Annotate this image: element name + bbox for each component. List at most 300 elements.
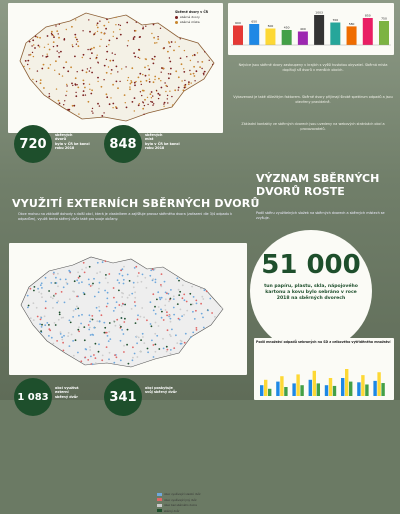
municipality-dot	[41, 324, 43, 326]
yard-dot	[101, 86, 103, 88]
yard-dot	[75, 95, 77, 97]
yard-dot	[140, 91, 141, 92]
yard-dot	[48, 44, 49, 45]
legend-label: obec využívající jiný dvůr	[164, 498, 197, 502]
municipality-dot	[78, 326, 80, 328]
yard-dot	[73, 105, 75, 107]
yard-dot	[126, 107, 128, 109]
municipality-dot	[113, 320, 115, 322]
yard-dot	[88, 19, 89, 20]
yard-dot	[109, 103, 111, 105]
yard-dot	[138, 57, 139, 58]
yard-dot	[119, 81, 120, 82]
yard-dot	[30, 54, 32, 56]
municipality-dot	[153, 310, 155, 312]
municipality-dot	[78, 282, 80, 284]
municipality-dot	[166, 346, 168, 348]
municipality-dot	[74, 280, 76, 282]
yard-dot	[47, 35, 49, 37]
municipality-dot	[37, 288, 39, 290]
yard-dot	[168, 42, 170, 44]
grouped-bar	[373, 381, 376, 396]
municipality-dot	[81, 269, 83, 271]
yard-dot	[44, 47, 45, 48]
yard-dot	[190, 60, 191, 61]
yard-dot	[33, 56, 34, 57]
intro-paragraph-2: Vybavenost je také důležitým faktorem. Sběrné dvory přijímají široké spektrum odpadů a jsou otevřeny pravidelně.	[233, 95, 393, 104]
municipality-dot	[105, 260, 107, 262]
yard-dot	[96, 24, 97, 25]
tons-collected-circle	[250, 230, 372, 352]
yard-dot	[140, 81, 142, 83]
yard-dot	[71, 83, 73, 85]
municipality-dot	[69, 320, 71, 322]
yard-dot	[111, 69, 113, 71]
municipality-dot	[138, 337, 140, 339]
municipality-dot	[107, 303, 109, 305]
stat-1083-label: obcí využívá externí sběrný dvůr	[55, 386, 79, 399]
yard-dot	[82, 94, 84, 96]
yard-dot	[89, 70, 90, 71]
yard-dot	[188, 83, 190, 85]
yard-dot	[76, 84, 77, 85]
yard-dot	[130, 80, 131, 81]
municipality-dot	[132, 359, 134, 361]
yard-dot	[58, 37, 60, 39]
municipality-dot	[170, 318, 172, 320]
municipality-dot	[81, 281, 83, 283]
municipality-dot	[147, 351, 149, 353]
yard-dot	[165, 91, 166, 92]
yard-dot	[66, 29, 67, 30]
municipality-dot	[153, 344, 155, 346]
yard-dot	[170, 68, 172, 70]
municipality-dot	[93, 327, 95, 329]
yard-dot	[163, 106, 164, 107]
yard-dot	[152, 105, 153, 106]
municipality-dot	[119, 324, 121, 326]
yard-dot	[180, 38, 181, 39]
yard-dot	[150, 101, 151, 102]
municipality-dot	[168, 301, 170, 303]
municipality-dot	[184, 299, 186, 301]
municipality-dot	[78, 315, 80, 317]
yard-dot	[113, 31, 114, 32]
stat-720-circle: 720	[14, 125, 52, 163]
yard-dot	[97, 55, 98, 56]
municipality-dot	[165, 298, 167, 300]
yard-dot	[50, 64, 51, 65]
municipality-dot	[106, 306, 108, 308]
yard-dot	[112, 103, 114, 105]
municipality-dot	[134, 291, 136, 293]
municipality-dot	[48, 290, 50, 292]
municipality-dot	[33, 290, 35, 292]
yard-dot	[169, 91, 170, 92]
yard-dot	[88, 101, 90, 103]
yard-dot	[175, 70, 177, 72]
yard-dot	[190, 73, 192, 75]
municipality-dot	[170, 335, 172, 337]
section-heading-external: VYUŽITÍ EXTERNÍCH SBĚRNÝCH DVORŮ	[12, 197, 260, 210]
yard-dot	[109, 40, 111, 42]
yard-dot	[85, 94, 86, 95]
yard-dot	[56, 45, 58, 47]
legend-label: sběrné dvory	[180, 15, 200, 19]
yard-dot	[53, 36, 55, 38]
yard-dot	[97, 22, 99, 24]
municipality-dot	[56, 282, 58, 284]
municipality-dot	[183, 314, 185, 316]
yard-dot	[134, 82, 136, 84]
municipality-dot	[76, 306, 78, 308]
yard-dot	[192, 55, 193, 56]
yard-dot	[209, 60, 210, 61]
municipality-dot	[98, 288, 100, 290]
yard-dot	[72, 44, 73, 45]
municipality-dot	[56, 340, 58, 342]
yard-dot	[168, 77, 170, 79]
municipality-dot	[98, 291, 100, 293]
yard-dot	[203, 74, 204, 75]
municipality-dot	[191, 286, 193, 288]
municipality-dot	[81, 314, 83, 316]
yard-dot	[58, 56, 60, 58]
yard-dot	[160, 28, 161, 29]
grouped-bar	[292, 383, 295, 396]
grouped-bar	[345, 369, 348, 396]
municipality-dot	[89, 327, 91, 329]
municipality-dot	[146, 287, 148, 289]
grouped-bar	[377, 372, 380, 396]
legend-item-points	[175, 20, 208, 25]
yard-dot	[103, 33, 105, 35]
yard-dot	[120, 34, 122, 36]
yard-dot	[115, 24, 116, 25]
municipality-dot	[77, 352, 79, 354]
municipality-dot	[45, 301, 47, 303]
yard-dot	[101, 32, 103, 34]
yard-dot	[178, 46, 179, 47]
grouped-bar	[260, 385, 263, 396]
yard-dot	[71, 26, 73, 28]
yard-dot	[157, 36, 158, 37]
municipality-dot	[79, 275, 81, 277]
municipality-dot	[135, 266, 137, 268]
yard-dot	[32, 79, 33, 80]
municipality-dot	[52, 343, 54, 345]
yard-dot	[97, 81, 98, 82]
municipality-dot	[206, 290, 208, 292]
municipality-dot	[40, 330, 42, 332]
yard-dot	[143, 27, 144, 28]
municipality-dot	[156, 299, 158, 301]
municipality-dot	[95, 343, 97, 345]
yard-dot	[53, 35, 54, 36]
municipality-dot	[113, 310, 115, 312]
yard-dot	[53, 46, 54, 47]
municipality-dot	[118, 290, 120, 292]
yard-dot	[147, 97, 148, 98]
municipality-dot	[41, 326, 43, 328]
legend-swatch	[157, 498, 162, 501]
yard-dot	[92, 112, 93, 113]
municipality-dot	[39, 323, 41, 325]
yard-dot	[29, 68, 30, 69]
yard-dot	[66, 84, 67, 85]
yard-dot	[58, 100, 60, 102]
yard-dot	[103, 112, 104, 113]
yard-dot	[105, 28, 107, 30]
yard-dot	[99, 21, 100, 22]
municipality-dot	[134, 305, 136, 307]
yard-dot	[64, 100, 65, 101]
yard-dot	[142, 90, 144, 92]
yard-dot	[87, 49, 88, 50]
yard-dot	[55, 60, 57, 62]
yard-dot	[132, 101, 134, 103]
yard-dot	[113, 36, 114, 37]
yard-dot	[29, 41, 31, 43]
yard-dot	[139, 58, 140, 59]
municipality-dot	[155, 344, 157, 346]
legend-label: sběrný dvůr	[164, 509, 180, 513]
yard-dot	[51, 31, 53, 33]
municipality-dot	[126, 344, 128, 346]
yard-dot	[158, 98, 159, 99]
yard-dot	[108, 66, 109, 67]
municipality-dot	[183, 294, 185, 296]
yard-dot	[181, 80, 182, 81]
municipality-dot	[57, 285, 59, 287]
bar-value-label: 1003	[315, 10, 323, 15]
municipality-dot	[88, 324, 90, 326]
stat-341-label: obcí poskytuje svůj sběrný dvůr	[145, 386, 177, 395]
municipality-dot	[141, 307, 143, 309]
municipality-dot	[173, 298, 175, 300]
yard-dot	[65, 95, 66, 96]
municipality-dot	[209, 298, 211, 300]
municipality-dot	[83, 326, 85, 328]
municipality-dot	[169, 334, 171, 336]
municipality-dot	[69, 345, 71, 347]
legend-item	[157, 509, 249, 514]
yard-dot	[184, 85, 185, 86]
municipality-dot	[116, 301, 118, 303]
yard-dot	[66, 85, 67, 86]
yard-dot	[106, 96, 108, 98]
grouped-bar	[365, 384, 368, 396]
bar-value-label: 580	[348, 21, 355, 26]
municipality-dot	[63, 350, 65, 352]
municipality-dot	[170, 298, 172, 300]
municipality-dot	[89, 321, 91, 323]
yard-dot	[28, 54, 29, 55]
yard-dot	[91, 111, 92, 112]
municipality-dot	[118, 304, 120, 306]
stat-720-label: sběrných dvorů bylo v ČR ke konci roku 2018	[55, 133, 90, 151]
yard-dot	[97, 31, 98, 32]
municipality-dot	[92, 319, 94, 321]
yard-dot	[115, 106, 117, 108]
municipality-dot	[196, 303, 198, 305]
yard-dot	[135, 30, 137, 32]
municipality-dot	[141, 281, 143, 283]
municipality-dot	[163, 319, 165, 321]
municipality-dot	[221, 307, 223, 309]
municipality-dot	[140, 339, 142, 341]
municipality-dot	[88, 284, 90, 286]
municipality-dot	[121, 292, 123, 294]
yard-dot	[76, 44, 77, 45]
municipality-dot	[57, 273, 59, 275]
municipality-dot	[90, 334, 92, 336]
municipality-dot	[150, 301, 152, 303]
municipality-dot	[37, 316, 39, 318]
collection-yards-map	[8, 3, 223, 133]
yard-dot	[151, 58, 153, 60]
municipality-dot	[149, 275, 151, 277]
municipality-dot	[99, 310, 101, 312]
bar	[363, 18, 373, 45]
yard-dot	[171, 96, 172, 97]
municipality-dot	[105, 277, 107, 279]
yard-dot	[151, 101, 153, 103]
grouped-bar	[325, 385, 328, 396]
municipality-dot	[107, 282, 109, 284]
municipality-dot	[156, 335, 158, 337]
municipality-dot	[98, 306, 100, 308]
yard-dot	[178, 89, 179, 90]
municipality-dot	[96, 320, 98, 322]
yard-dot	[131, 81, 133, 83]
yard-dot	[134, 84, 136, 86]
yard-dot	[194, 75, 196, 77]
yard-dot	[103, 25, 105, 27]
municipality-dot	[101, 314, 103, 316]
municipality-dot	[109, 338, 111, 340]
municipality-dot	[33, 302, 35, 304]
municipality-dot	[87, 359, 89, 361]
municipality-dot	[161, 317, 163, 319]
yard-dot	[82, 30, 83, 31]
municipality-dot	[164, 281, 166, 283]
municipality-dot	[85, 267, 87, 269]
municipality-dot	[80, 323, 82, 325]
top-bar-svg	[228, 3, 394, 55]
municipality-dot	[123, 351, 125, 353]
municipality-dot	[178, 294, 180, 296]
stat-341-circle: 341	[104, 378, 142, 416]
yard-dot	[164, 102, 166, 104]
municipality-dot	[70, 322, 72, 324]
municipality-dot	[193, 296, 195, 298]
municipality-dot	[203, 327, 205, 329]
share-bar-chart	[254, 338, 394, 400]
yard-dot	[91, 72, 93, 74]
yard-dot	[135, 81, 136, 82]
tons-number: 51 000	[261, 250, 361, 280]
yard-dot	[153, 63, 155, 65]
municipality-dot	[98, 351, 100, 353]
municipality-dot	[83, 292, 85, 294]
municipality-dot	[72, 340, 74, 342]
yard-dot	[95, 58, 96, 59]
yard-dot	[116, 81, 118, 83]
bar	[347, 26, 357, 45]
municipality-dot	[165, 292, 167, 294]
municipality-dot	[36, 307, 38, 309]
yard-dot	[128, 77, 129, 78]
yard-dot	[75, 37, 77, 39]
municipality-dot	[107, 335, 109, 337]
yard-dot	[154, 56, 156, 58]
municipality-dot	[57, 300, 59, 302]
municipality-dot	[186, 310, 188, 312]
municipality-dot	[120, 270, 122, 272]
grouped-bar	[264, 380, 267, 396]
regions-bar-chart	[228, 3, 394, 55]
bar	[282, 30, 292, 45]
yard-dot	[62, 75, 63, 76]
yard-dot	[54, 70, 55, 71]
yard-dot	[63, 104, 64, 105]
yard-dot	[70, 66, 72, 68]
municipality-dot	[207, 310, 209, 312]
municipality-dot	[123, 345, 125, 347]
yard-dot	[168, 73, 169, 74]
municipality-dot	[99, 282, 101, 284]
yard-dot	[116, 66, 118, 68]
yard-dot	[151, 97, 152, 98]
yard-dot	[103, 79, 104, 80]
yard-dot	[108, 22, 109, 23]
yard-dot	[40, 82, 42, 84]
yard-dot	[35, 36, 37, 38]
yard-dot	[41, 68, 43, 70]
municipality-dot	[40, 317, 42, 319]
yard-dot	[201, 61, 203, 63]
yard-dot	[36, 81, 37, 82]
yard-dot	[108, 44, 109, 45]
intro-paragraph-3: Základní kontakty ve sběrných dvorech jsou uvedeny na webových stránkách obcí a provozovatelů.	[241, 122, 385, 131]
grouped-bar	[349, 382, 352, 396]
yard-dot	[184, 87, 186, 89]
municipality-dot	[182, 297, 184, 299]
yard-dot	[178, 76, 180, 78]
municipality-dot	[40, 319, 42, 321]
municipality-dot	[155, 281, 157, 283]
yard-dot	[99, 46, 100, 47]
yard-dot	[148, 69, 150, 71]
municipality-dot	[186, 301, 188, 303]
yard-dot	[56, 30, 58, 32]
yard-dot	[153, 81, 155, 83]
yard-dot	[196, 70, 198, 72]
yard-dot	[120, 25, 121, 26]
grouped-bar	[296, 374, 299, 396]
municipality-dot	[147, 348, 149, 350]
municipality-dot	[137, 314, 139, 316]
yard-dot	[141, 84, 142, 85]
municipality-dot	[185, 333, 187, 335]
section-text-external: Obce mohou na základě dohody s další obcí, která je vlastníkem a zajišťuje provoz sběrného dvora (zařazeni dle 3/4 odpadu k odpadům), využít tento sběrný dvůr také pro svoje občany.	[18, 212, 233, 221]
grouped-bar	[284, 387, 287, 396]
bar	[249, 24, 259, 45]
municipality-dot	[78, 331, 80, 333]
municipality-dot	[155, 313, 157, 315]
yard-dot	[183, 68, 184, 69]
